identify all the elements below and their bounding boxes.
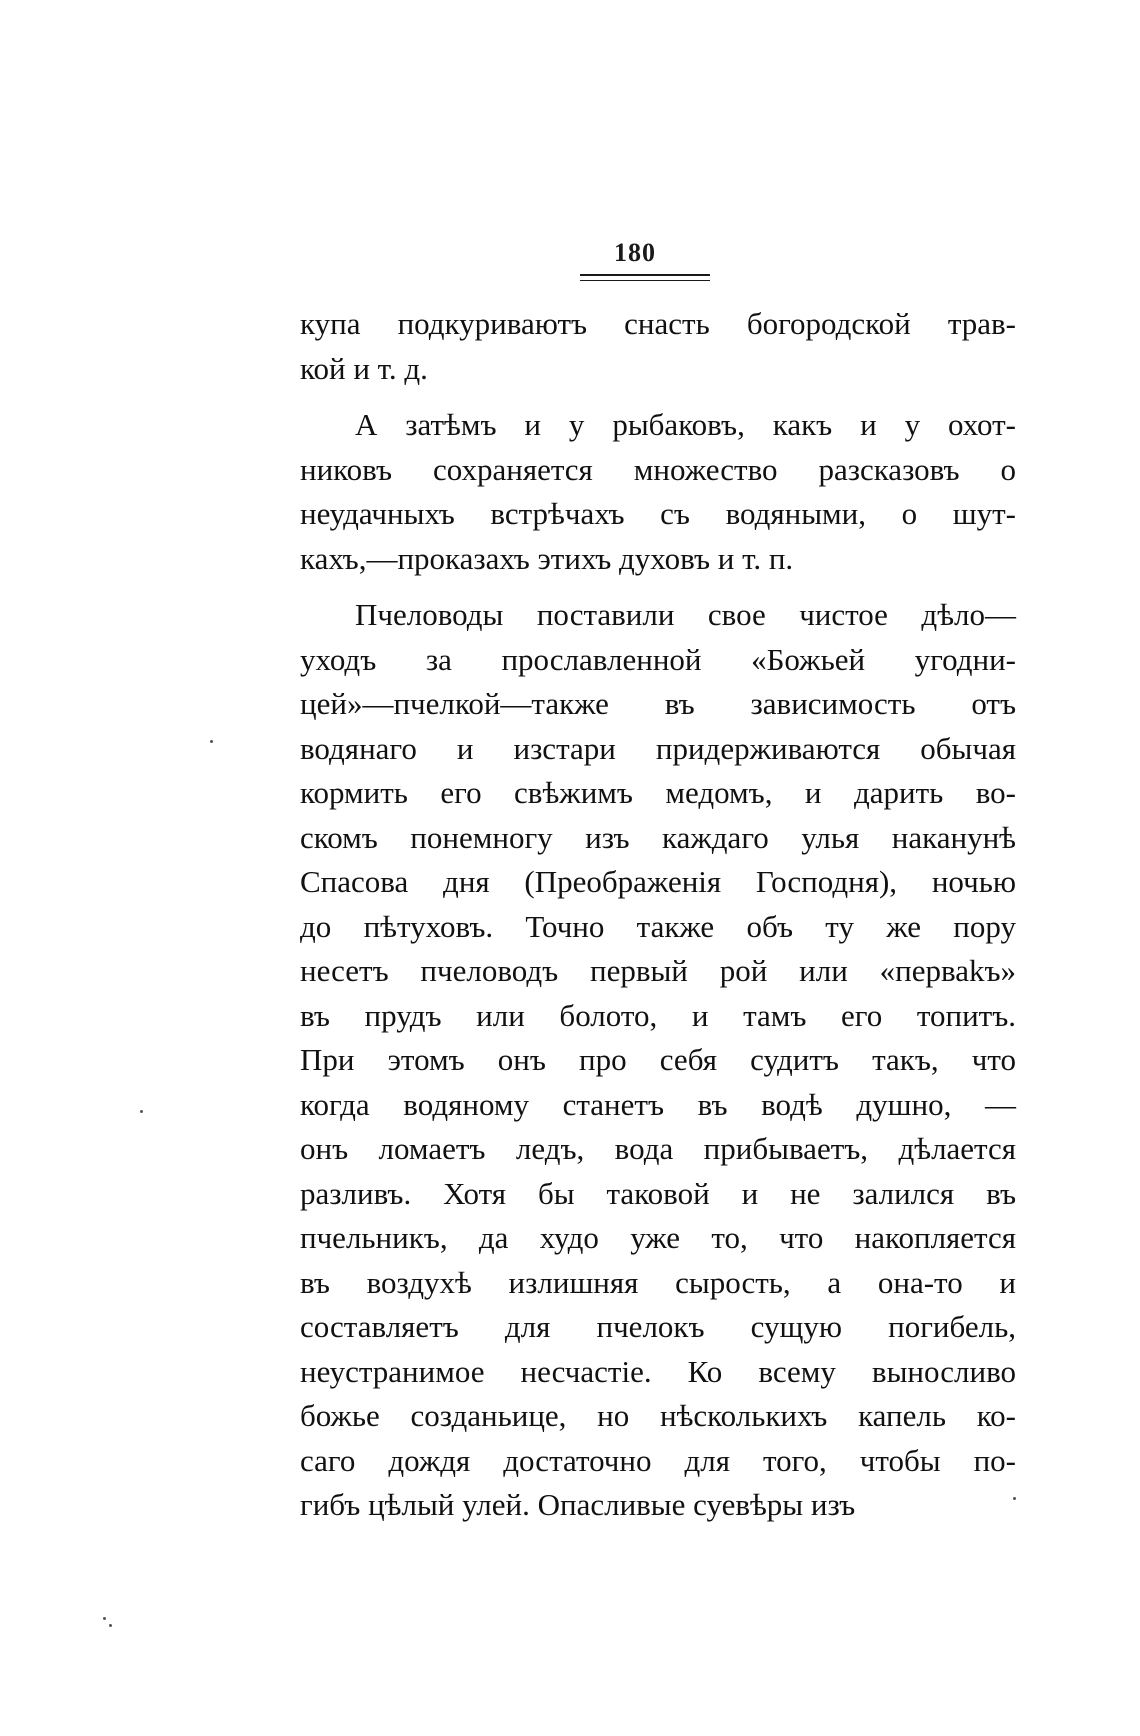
paragraph-gap <box>300 581 1016 593</box>
page-number-rule-thin <box>580 280 710 281</box>
text-line: Спасова дня (Преображенія Господня), ночью <box>300 864 1016 899</box>
text-line: уходъ за прославленной «Божьей угодни- <box>300 641 1016 677</box>
scan-speck <box>140 1110 143 1113</box>
text-line: гибъ цѣлый улей. Опасливые суевѣры изъ <box>300 1487 856 1522</box>
text-line: кахъ,—проказахъ этихъ духовъ и т. п. <box>300 540 794 576</box>
text-line: кормить его свѣжимъ медомъ, и дарить во- <box>300 775 1016 810</box>
text-line: При этомъ онъ про себя судитъ такъ, что <box>300 1042 1016 1077</box>
text-line: саго дождя достаточно для того, чтобы по- <box>300 1442 1016 1478</box>
text-line: кой и т. д. <box>300 350 428 386</box>
text-line: божье созданьице, но нѣсколькихъ капель ко- <box>300 1398 1016 1433</box>
text-line: несетъ пчеловодъ первый рой или «перваkъ» <box>300 953 1016 988</box>
scan-speck <box>1013 1497 1016 1500</box>
text-line: А затѣмъ и у рыбаковъ, какъ и у охот- <box>355 407 1016 442</box>
text-line: въ воздухѣ излишняя сырость, а она-то и <box>300 1264 1016 1300</box>
text-line: Пчеловоды поставили свое чистое дѣло— <box>355 597 1016 632</box>
text-line: пчельникъ, да худо уже то, что накопляется <box>300 1220 1016 1255</box>
paragraph-gap <box>300 391 1016 403</box>
scan-speck <box>210 740 213 743</box>
text-line: неудачныхъ встрѣчахъ съ водяными, о шут- <box>300 496 1016 531</box>
text-line: онъ ломаетъ ледъ, вода прибываетъ, дѣлается <box>300 1131 1016 1166</box>
text-line: когда водяному станетъ въ водѣ душно, — <box>300 1086 1016 1122</box>
text-line: никовъ сохраняется множество разсказовъ о <box>300 451 1016 487</box>
page-number: 180 <box>614 238 656 267</box>
text-line: до пѣтуховъ. Точно также объ ту же пору <box>300 908 1016 944</box>
body-text <box>300 302 1016 1528</box>
text-line: водянаго и изстари придерживаются обычая <box>300 730 1016 766</box>
text-line: въ прудъ или болото, и тамъ его топитъ. <box>300 997 1016 1033</box>
text-line: неустранимое несчастіе. Ко всему выносливо <box>300 1353 1016 1389</box>
text-line: скомъ понемногу изъ каждаго улья наканунѣ <box>300 819 1016 855</box>
text-line: купа подкуриваютъ снасть богородской трав- <box>300 306 1016 341</box>
page-number-rule <box>580 274 710 276</box>
scan-speck <box>103 1617 106 1620</box>
text-line: разливъ. Хотя бы таковой и не залился въ <box>300 1175 1016 1211</box>
text-line: цей»—пчелкой—также въ зависимость отъ <box>300 686 1016 721</box>
text-line: составляетъ для пчелокъ сущую погибель, <box>300 1309 1016 1344</box>
scan-speck <box>109 1624 112 1627</box>
